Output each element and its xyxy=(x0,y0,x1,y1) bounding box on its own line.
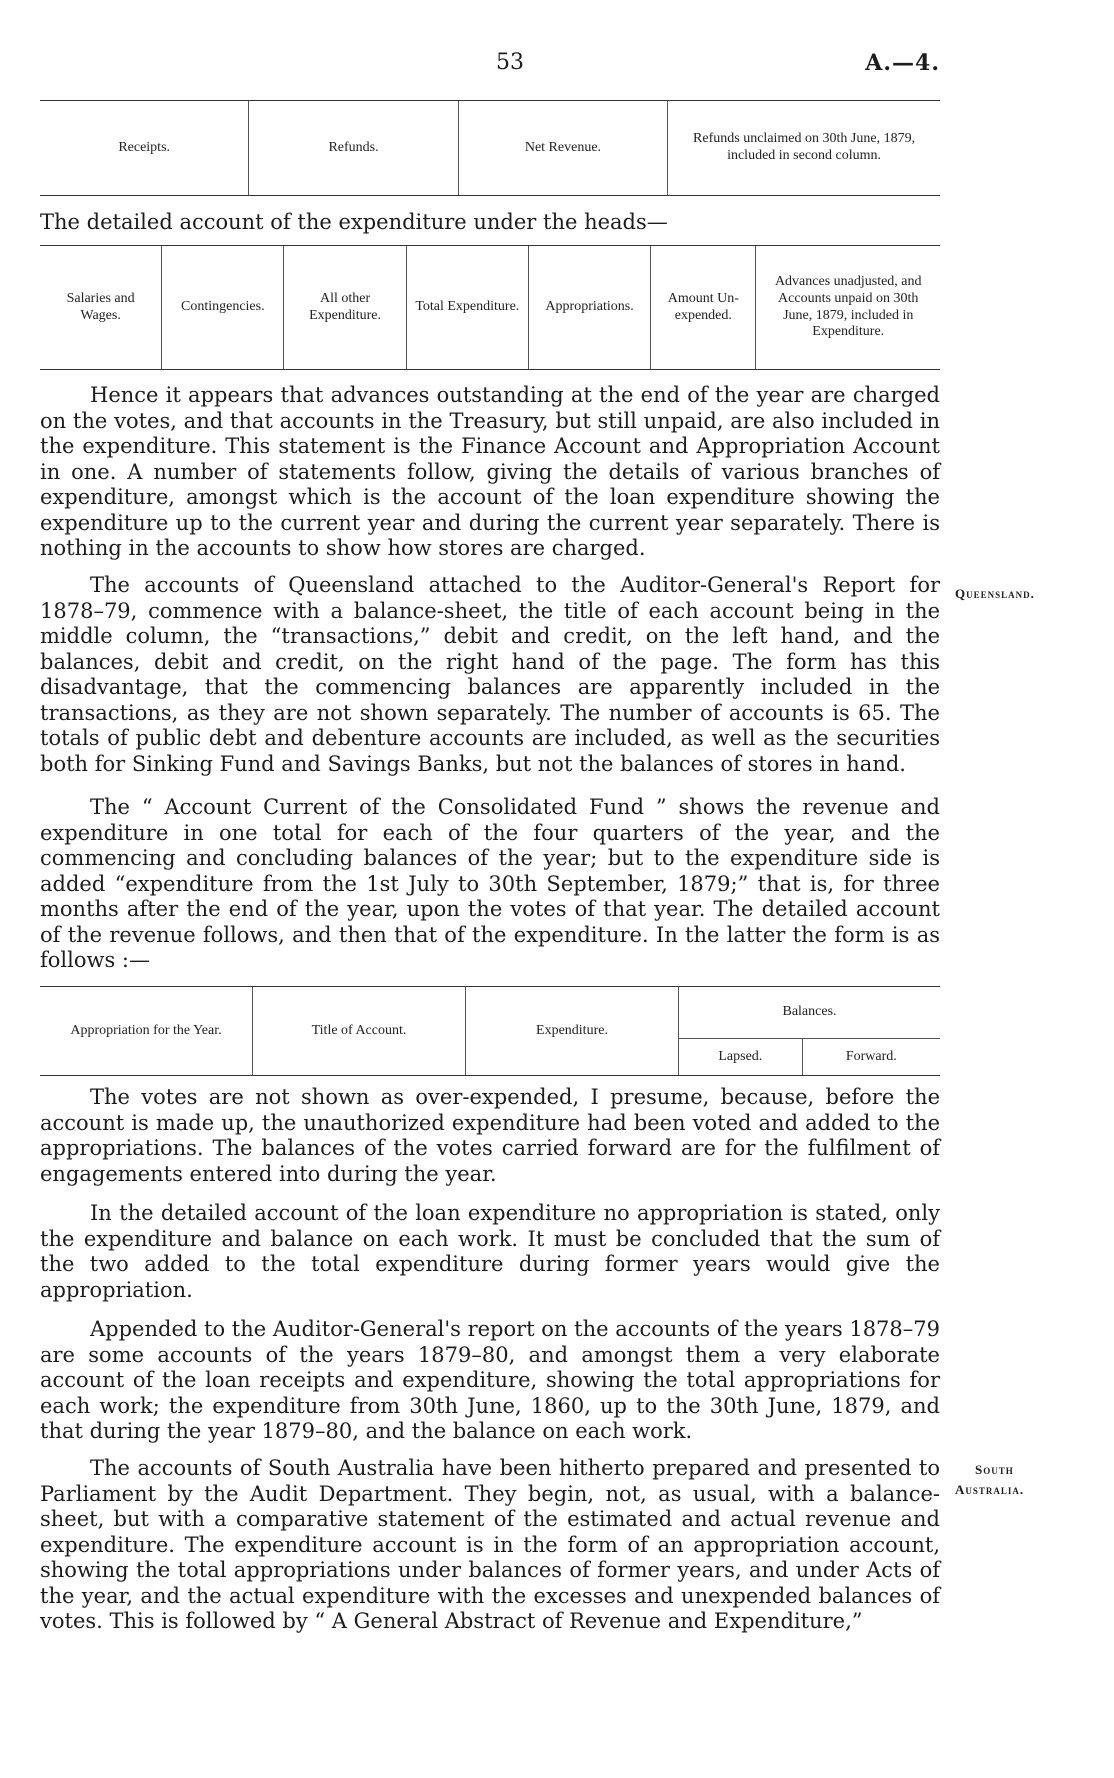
paragraph-votes: The votes are not shown as over-expended, I presume, because, before the account is made up, the unauthorized expenditure had been voted and added to the appropriations. The balances of the votes carried forward are for the fulfilment of engagements entered into during the year. xyxy=(40,1085,940,1186)
paragraph-appended: Appended to the Auditor-General's report on the accounts of the years 1878–79 are some accounts of the years 1879–80, and amongst them a very elaborate account of the loan receipts and expenditure, showing the total appropriations for each work; the expenditure from 30th June, 1860, up to the 30th June, 1879, and that during the year 1879–80, and the balance on each work. xyxy=(40,1317,940,1443)
expenditure-heads-table xyxy=(40,245,940,370)
expenditure-column-header: Expenditure. xyxy=(466,987,679,1076)
net-revenue-column-header: Net Revenue. xyxy=(458,101,667,196)
appropriation-account-table xyxy=(40,986,940,1076)
receipts-column-header: Receipts. xyxy=(40,101,249,196)
paragraph-advances: Hence it appears that advances outstanding at the end of the year are charged on the votes, and that accounts in the Treasury, but still unpaid, are also included in the expenditure. This statement is the Finance Account and Appropriation Account in one. A number of statements follow, giving the details of various branches of expenditure, amongst which is the account of the loan expenditure showing the expenditure up to the current year and during the current year separately. There is nothing in the accounts to show how stores are charged. xyxy=(40,383,940,560)
paragraph-consolidated-fund: The “ Account Current of the Consolidated Fund ” shows the revenue and expenditure in one total for each of the four quarters of the year, and the commencing and concluding balances of the year; but to the expenditure side is added “expenditure from the 1st July to 30th September, 1879;” that is, for three months after the end of the year, upon the votes of that year. The detailed account of the revenue follows, and then that of the expenditure. In the latter the form is as follows :— xyxy=(40,795,940,972)
page-header xyxy=(40,50,940,80)
intro-line: The detailed account of the expenditure under the heads— xyxy=(40,210,668,234)
paragraph-loan-expenditure: In the detailed account of the loan expenditure no appropriation is stated, only the expenditure and balance on each work. It must be concluded that the sum of the two added to the total expenditure during former years would give the appropriation. xyxy=(40,1201,940,1302)
title-of-account-column-header: Title of Account. xyxy=(253,987,466,1076)
contingencies-column-header: Contingencies. xyxy=(162,246,284,370)
margin-note-australia: Australia. xyxy=(955,1482,1025,1497)
advances-unadjusted-column-header: Advances unadjusted, and Accounts unpaid on 30th June, 1879, included in Expenditure. xyxy=(756,246,940,370)
margin-note-queensland: Queensland. xyxy=(955,586,1035,601)
paragraph-queensland: The accounts of Queensland attached to the Auditor-General's Report for 1878–79, commence with a balance-sheet, the title of each account being in the middle column, the “transactions,” debit and credit, on the left hand, and the balances, debit and credit, on the right hand of the page. The form has this disadvantage, that the commencing balances are apparently included in the transactions, as they are not shown separately. The number of accounts is 65. The totals of public debt and debenture accounts are included, as well as the securities both for Sinking Fund and Savings Banks, but not the balances of stores in hand. xyxy=(40,573,940,776)
appropriation-column-header: Appropriation for the Year. xyxy=(40,987,253,1076)
balances-column-header: Balances. xyxy=(679,987,941,1039)
page-number: 53 xyxy=(496,50,524,75)
receipts-refunds-table xyxy=(40,100,940,196)
total-expenditure-column-header: Total Expenditure. xyxy=(406,246,528,370)
appropriations-column-header: Appropriations. xyxy=(528,246,650,370)
lapsed-subcolumn-header: Lapsed. xyxy=(679,1038,803,1075)
margin-note-south: South xyxy=(975,1462,1014,1477)
salaries-wages-column-header: Salaries and Wages. xyxy=(40,246,162,370)
document-reference: A.—4. xyxy=(865,50,940,76)
paragraph-south-australia: The accounts of South Australia have been hitherto prepared and presented to Parliament by the Audit Department. They begin, not, as usual, with a balance-sheet, but with a comparative statement of the estimated and actual revenue and expenditure. The expenditure account is in the form of an appropriation account, showing the total appropriations under balances of former years, and under Acts of the year, and the actual expenditure with the excesses and unexpended balances of votes. This is followed by “ A General Abstract of Revenue and Expenditure,” xyxy=(40,1456,940,1633)
other-expenditure-column-header: All other Expenditure. xyxy=(284,246,406,370)
forward-subcolumn-header: Forward. xyxy=(802,1038,940,1075)
refunds-unclaimed-column-header: Refunds unclaimed on 30th June, 1879, included in second column. xyxy=(668,101,940,196)
amount-unexpended-column-header: Amount Un-expended. xyxy=(651,246,756,370)
refunds-column-header: Refunds. xyxy=(249,101,458,196)
